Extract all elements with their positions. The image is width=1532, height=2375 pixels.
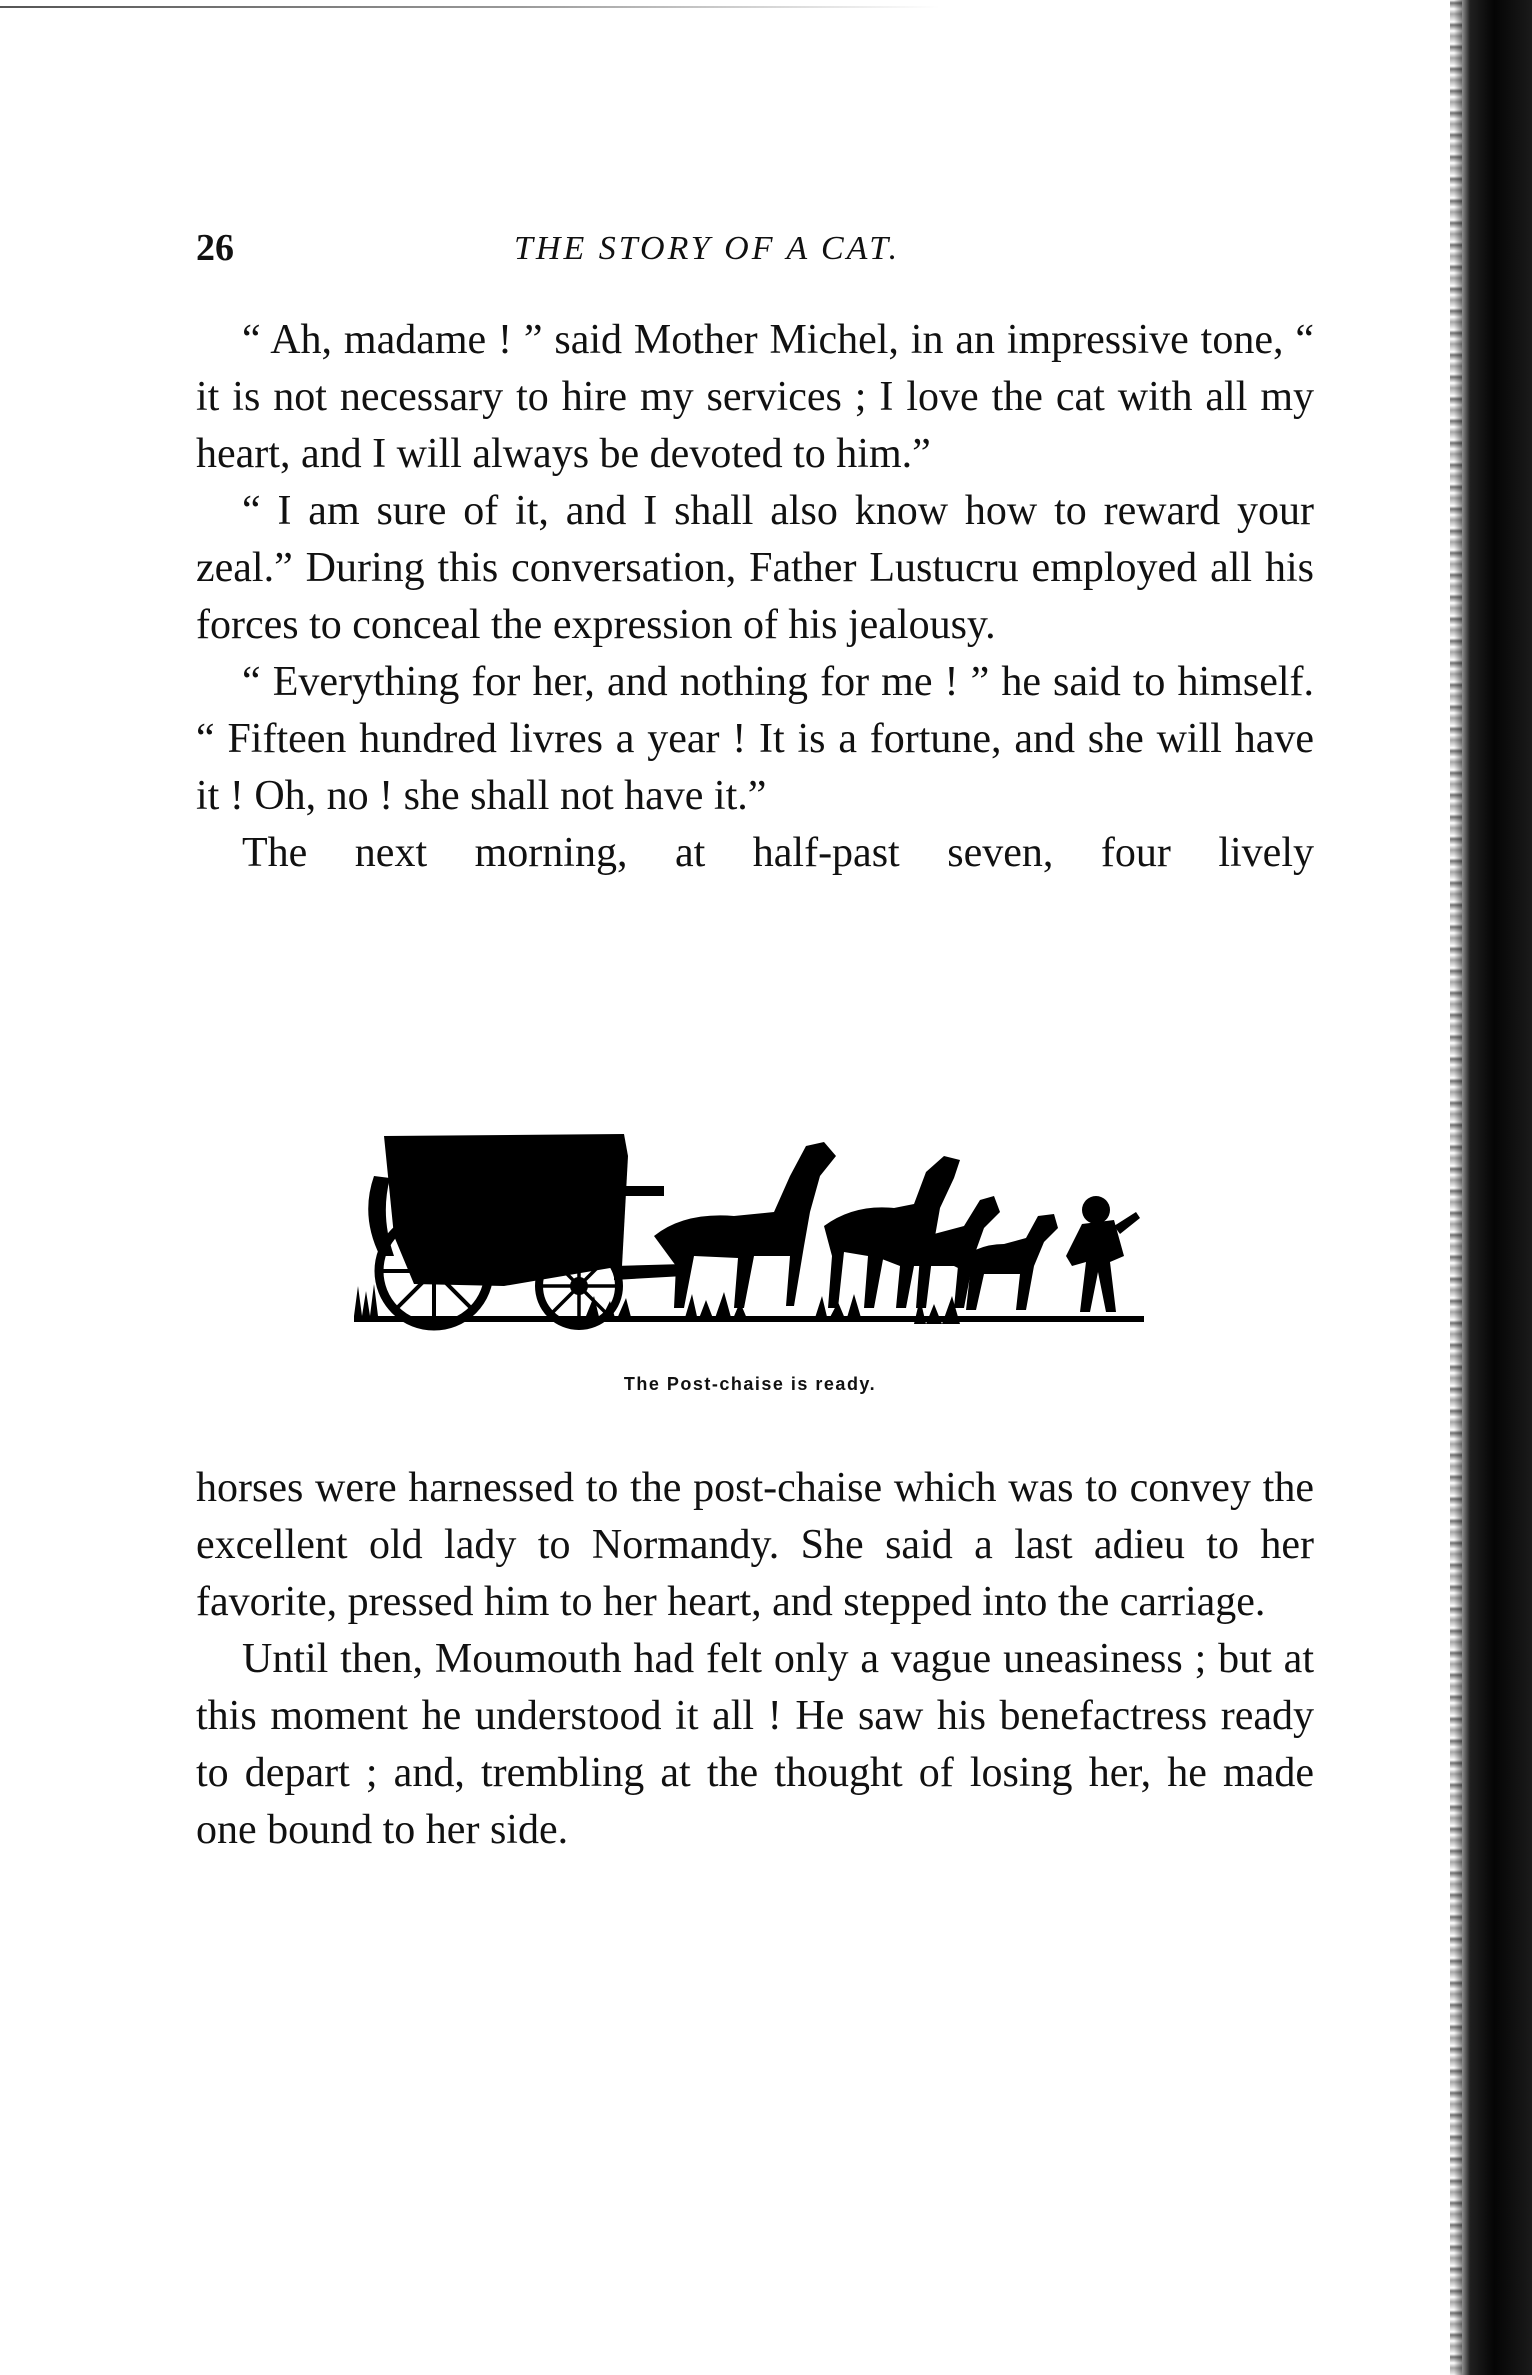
scan-binding-edge (1454, 0, 1532, 2375)
paragraph: “ I am sure of it, and I shall also know how to reward your zeal.” During this conversation, Father Lustucru employed all his forces to conceal the expression of his jealousy. (196, 488, 1314, 648)
carriage-silhouette (368, 1134, 684, 1286)
illustration-caption: The Post-chaise is ready. (623, 1374, 877, 1394)
running-head: THE STORY OF A CAT. (514, 230, 901, 267)
paragraph: “ Ah, madame ! ” said Mother Michel, in an impressive tone, “ it is not necessary to hire my services ; I love the cat with all my heart, and I will always be devoted to him.” (196, 317, 1314, 477)
horses-silhouette (654, 1142, 1058, 1310)
paragraph: horses were harnessed to the post-chaise which was to convey the excellent old lady to Normandy. She said a last adieu to her favorite, pressed him to her heart, and stepped into the carriage. (196, 1465, 1314, 1625)
postilion-silhouette (1066, 1196, 1140, 1312)
paragraph: The next morning, at half-past seven, four lively (242, 830, 1314, 876)
body-text-bottom (196, 1460, 1314, 1859)
scan-top-rule (0, 6, 940, 8)
scan-edge-speckle (1450, 0, 1462, 2375)
paragraph: “ Everything for her, and nothing for me ! ” he said to himself. “ Fifteen hundred livres a year ! It is a fortune, and she will have it ! Oh, no ! she shall not have it.” (196, 659, 1314, 819)
body-text-top (196, 312, 1314, 882)
page-header (196, 226, 1316, 286)
post-chaise-silhouette-icon (354, 1116, 1154, 1356)
paragraph: Until then, Moumouth had felt only a vague uneasiness ; but at this moment he understood it all ! He saw his benefactress ready to depart ; and, trembling at the thought of losing her, he made one bound to her side. (196, 1636, 1314, 1853)
page-number: 26 (196, 227, 234, 269)
